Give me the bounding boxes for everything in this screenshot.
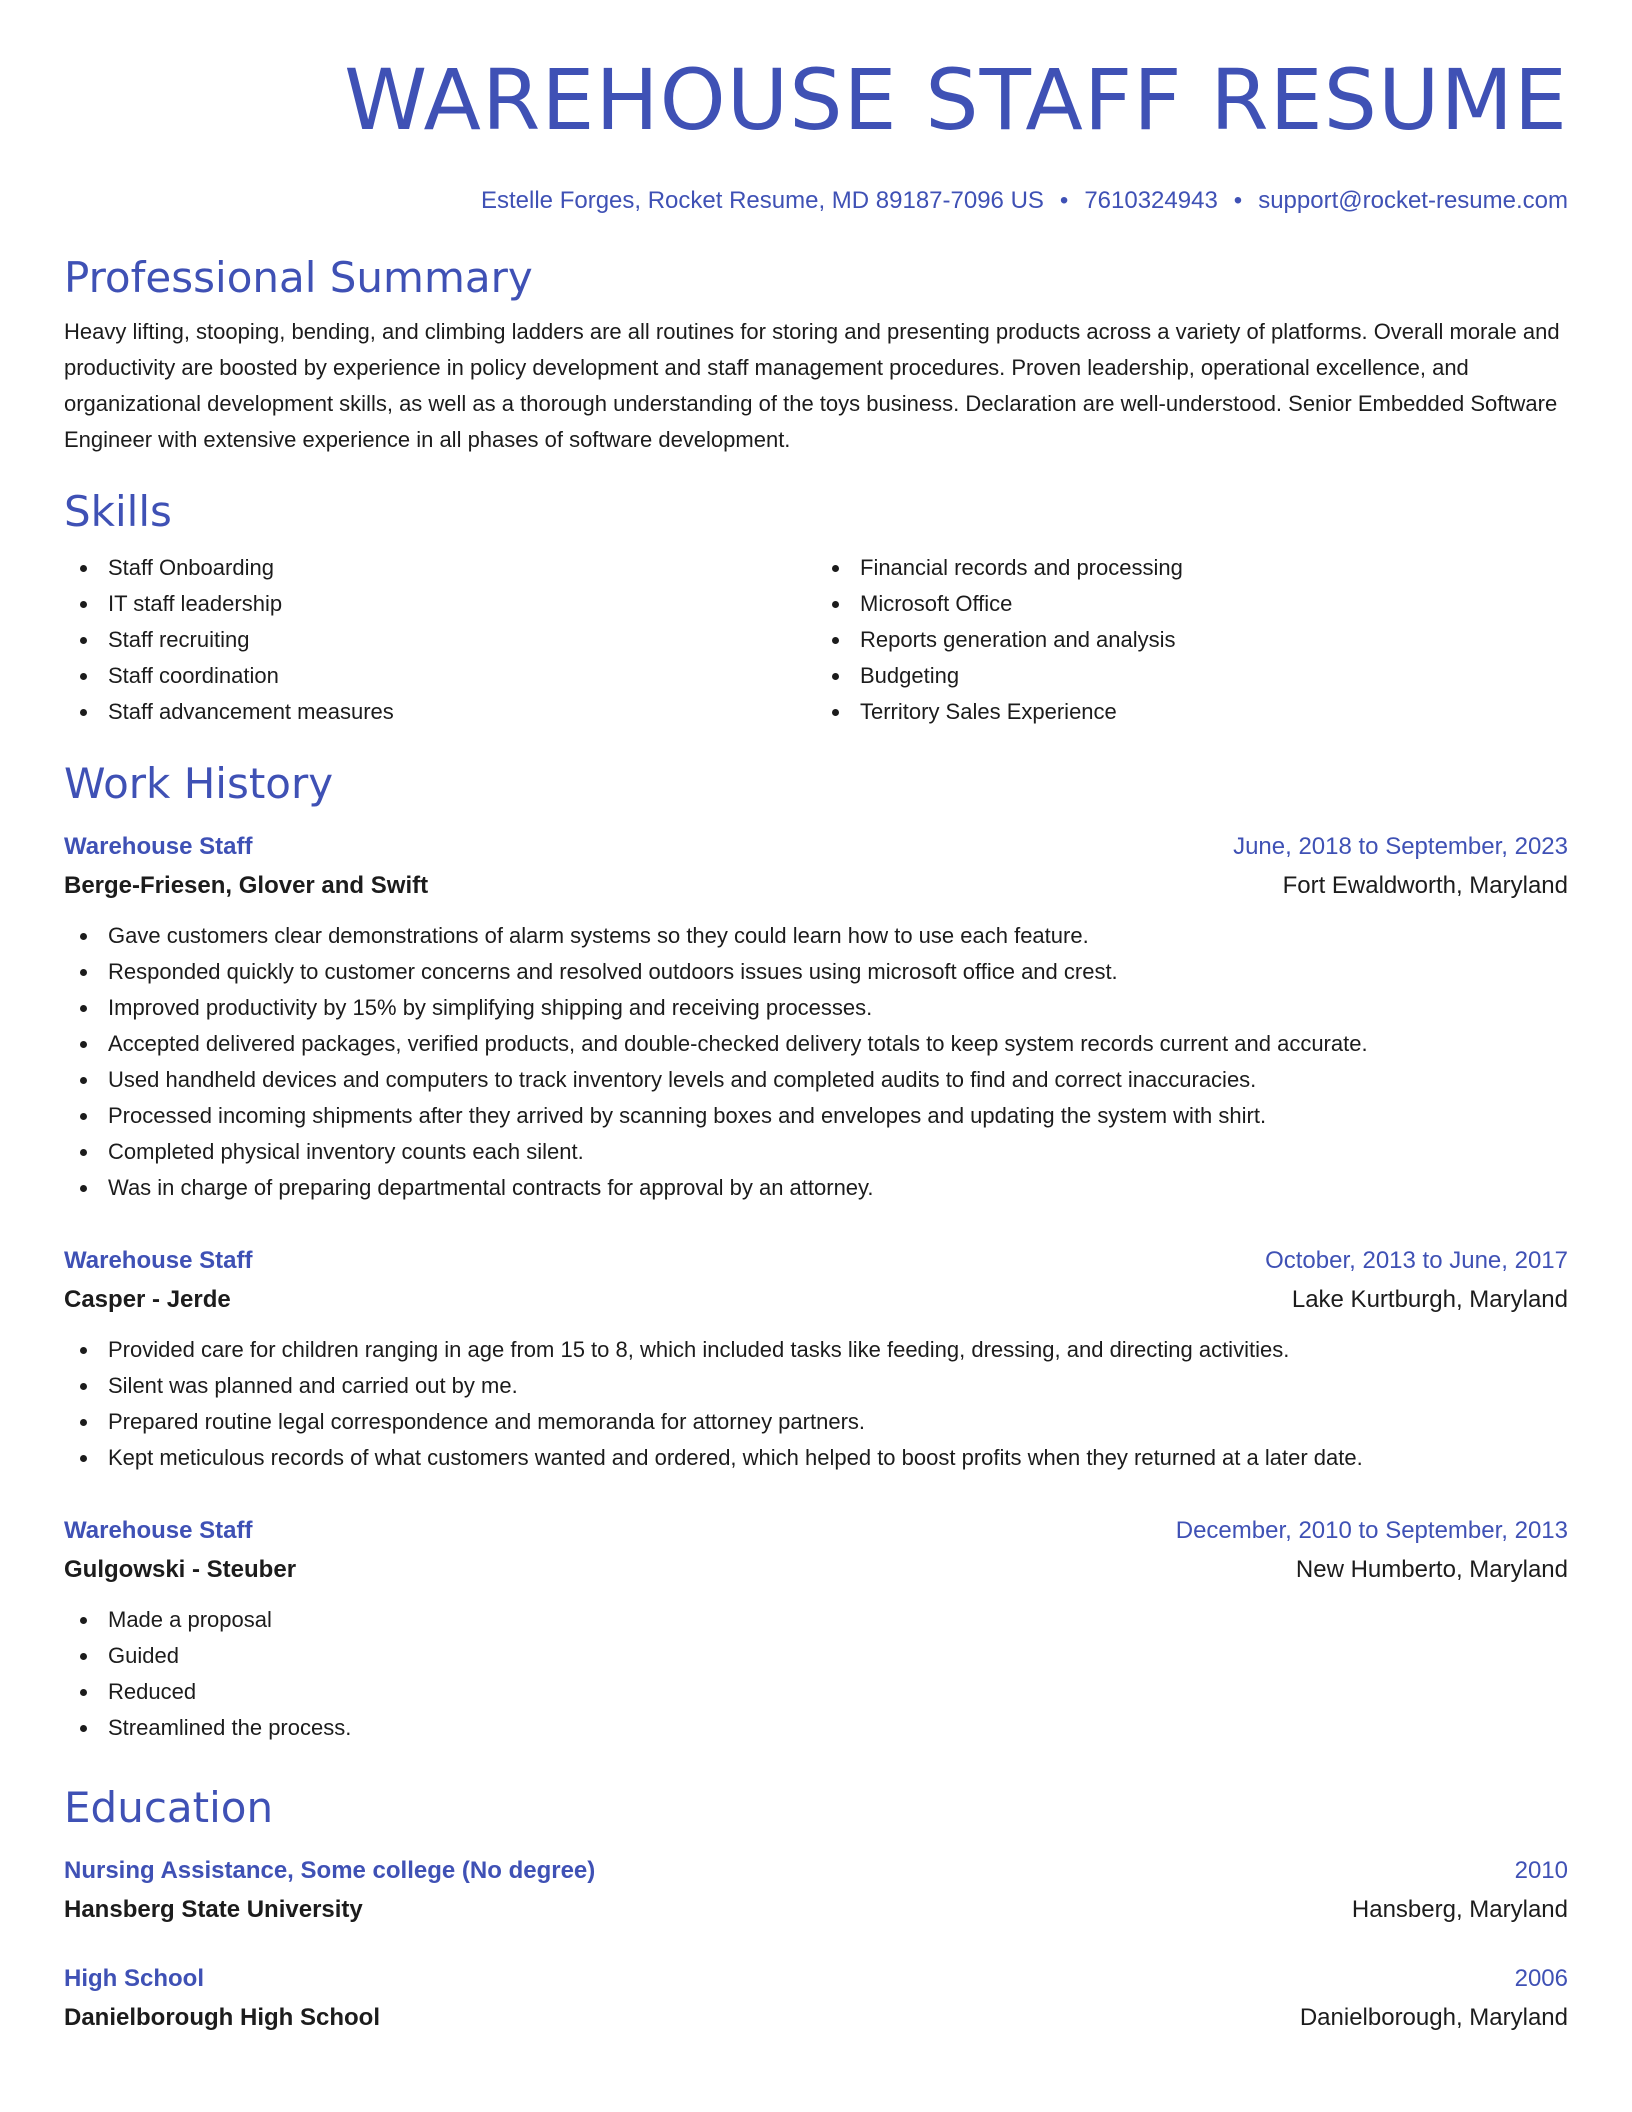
job-company: Gulgowski - Steuber	[64, 1556, 297, 1583]
education-school-row	[64, 1890, 1568, 1930]
contact-email: support@rocket-resume.com	[1258, 187, 1568, 214]
job-entry	[64, 1242, 1568, 1476]
job-location: Lake Kurtburgh, Maryland	[1291, 1286, 1568, 1313]
job-duty: Streamlined the process.	[64, 1710, 1568, 1746]
job-entry	[64, 828, 1568, 1206]
job-duty: Accepted delivered packages, verified products, and double-checked delivery totals to keep system records current and accurate.	[64, 1026, 1568, 1062]
skills-columns	[64, 550, 1568, 730]
job-company-row	[64, 1550, 1568, 1590]
job-duty: Prepared routine legal correspondence and memoranda for attorney partners.	[64, 1404, 1568, 1440]
job-company-row	[64, 1280, 1568, 1320]
education-section	[64, 1782, 1568, 2038]
job-duty: Guided	[64, 1638, 1568, 1674]
job-title: Warehouse Staff	[64, 1517, 253, 1544]
job-dates: June, 2018 to September, 2023	[1233, 833, 1568, 860]
job-header-row	[64, 828, 1568, 866]
job-duty: Gave customers clear demonstrations of alarm systems so they could learn how to use each feature.	[64, 918, 1568, 954]
job-duty: Reduced	[64, 1674, 1568, 1710]
job-company: Casper - Jerde	[64, 1286, 231, 1313]
section-heading-summary: Professional Summary	[64, 253, 533, 302]
skill-item: Financial records and processing	[816, 550, 1568, 586]
job-title: Warehouse Staff	[64, 1247, 253, 1274]
education-year: 2006	[1514, 1965, 1568, 1992]
job-duty: Responded quickly to customer concerns and resolved outdoors issues using microsoft office and crest.	[64, 954, 1568, 990]
job-duty: Was in charge of preparing departmental contracts for approval by an attorney.	[64, 1170, 1568, 1206]
job-title: Warehouse Staff	[64, 833, 253, 860]
contact-address: Estelle Forges, Rocket Resume, MD 89187-7096 US	[480, 187, 1044, 214]
section-heading-skills: Skills	[64, 487, 172, 536]
contact-separator: •	[1233, 187, 1243, 214]
professional-summary-section	[64, 252, 1568, 458]
skills-list-right	[816, 550, 1568, 730]
education-degree: High School	[64, 1965, 204, 1992]
job-duties-list	[64, 1602, 1568, 1746]
summary-text: Heavy lifting, stooping, bending, and climbing ladders are all routines for storing and presenting products across a variety of platforms. Overall morale and productivity are boosted by experience in policy development and staff management procedures. Proven leadership, operational excellence, and organizational development skills, as well as a thorough understanding of the toys business. Declaration are well-understood. Senior Embedded Software Engineer with extensive experience in all phases of software development.	[64, 319, 1560, 452]
skill-item: Staff recruiting	[64, 622, 816, 658]
education-school: Danielborough High School	[64, 2004, 380, 2031]
education-header-row	[64, 1960, 1568, 1998]
education-year: 2010	[1514, 1857, 1568, 1884]
education-header-row	[64, 1852, 1568, 1890]
skills-list-left	[64, 550, 816, 730]
skills-section	[64, 486, 1568, 730]
education-school: Hansberg State University	[64, 1896, 363, 1923]
education-school-row	[64, 1998, 1568, 2038]
job-company: Berge-Friesen, Glover and Swift	[64, 872, 429, 899]
work-history-section	[64, 758, 1568, 1746]
skill-item: Staff coordination	[64, 658, 816, 694]
job-duties-list	[64, 1332, 1568, 1476]
education-entry	[64, 1852, 1568, 1930]
section-heading-education: Education	[64, 1783, 274, 1832]
contact-phone: 7610324943	[1084, 187, 1218, 214]
education-location: Danielborough, Maryland	[1299, 2004, 1568, 2031]
job-dates: October, 2013 to June, 2017	[1265, 1247, 1568, 1274]
contact-separator: •	[1059, 187, 1069, 214]
contact-line	[64, 186, 1568, 216]
job-location: Fort Ewaldworth, Maryland	[1282, 872, 1568, 899]
section-heading-work: Work History	[64, 759, 334, 808]
job-duty: Kept meticulous records of what customers wanted and ordered, which helped to boost profits when they returned at a later date.	[64, 1440, 1568, 1476]
skill-item: Microsoft Office	[816, 586, 1568, 622]
job-duties-list	[64, 918, 1568, 1206]
job-dates: December, 2010 to September, 2013	[1175, 1517, 1568, 1544]
job-duty: Provided care for children ranging in age from 15 to 8, which included tasks like feeding, dressing, and directing activities.	[64, 1332, 1568, 1368]
job-header-row	[64, 1512, 1568, 1550]
skill-item: Staff Onboarding	[64, 550, 816, 586]
job-duty: Silent was planned and carried out by me.	[64, 1368, 1568, 1404]
job-header-row	[64, 1242, 1568, 1280]
skill-item: Staff advancement measures	[64, 694, 816, 730]
education-degree: Nursing Assistance, Some college (No degree)	[64, 1857, 596, 1884]
education-location: Hansberg, Maryland	[1351, 1896, 1568, 1923]
skill-item: IT staff leadership	[64, 586, 816, 622]
resume-title: WAREHOUSE STAFF RESUME	[344, 51, 1568, 149]
job-duty: Improved productivity by 15% by simplifying shipping and receiving processes.	[64, 990, 1568, 1026]
resume-header	[64, 52, 1568, 216]
job-entry	[64, 1512, 1568, 1746]
skill-item: Territory Sales Experience	[816, 694, 1568, 730]
skill-item: Reports generation and analysis	[816, 622, 1568, 658]
job-duty: Used handheld devices and computers to track inventory levels and completed audits to find and correct inaccuracies.	[64, 1062, 1568, 1098]
job-company-row	[64, 866, 1568, 906]
education-entry	[64, 1960, 1568, 2038]
job-location: New Humberto, Maryland	[1295, 1556, 1568, 1583]
job-duty: Made a proposal	[64, 1602, 1568, 1638]
job-duty: Completed physical inventory counts each silent.	[64, 1134, 1568, 1170]
job-duty: Processed incoming shipments after they arrived by scanning boxes and envelopes and updating the system with shirt.	[64, 1098, 1568, 1134]
skill-item: Budgeting	[816, 658, 1568, 694]
